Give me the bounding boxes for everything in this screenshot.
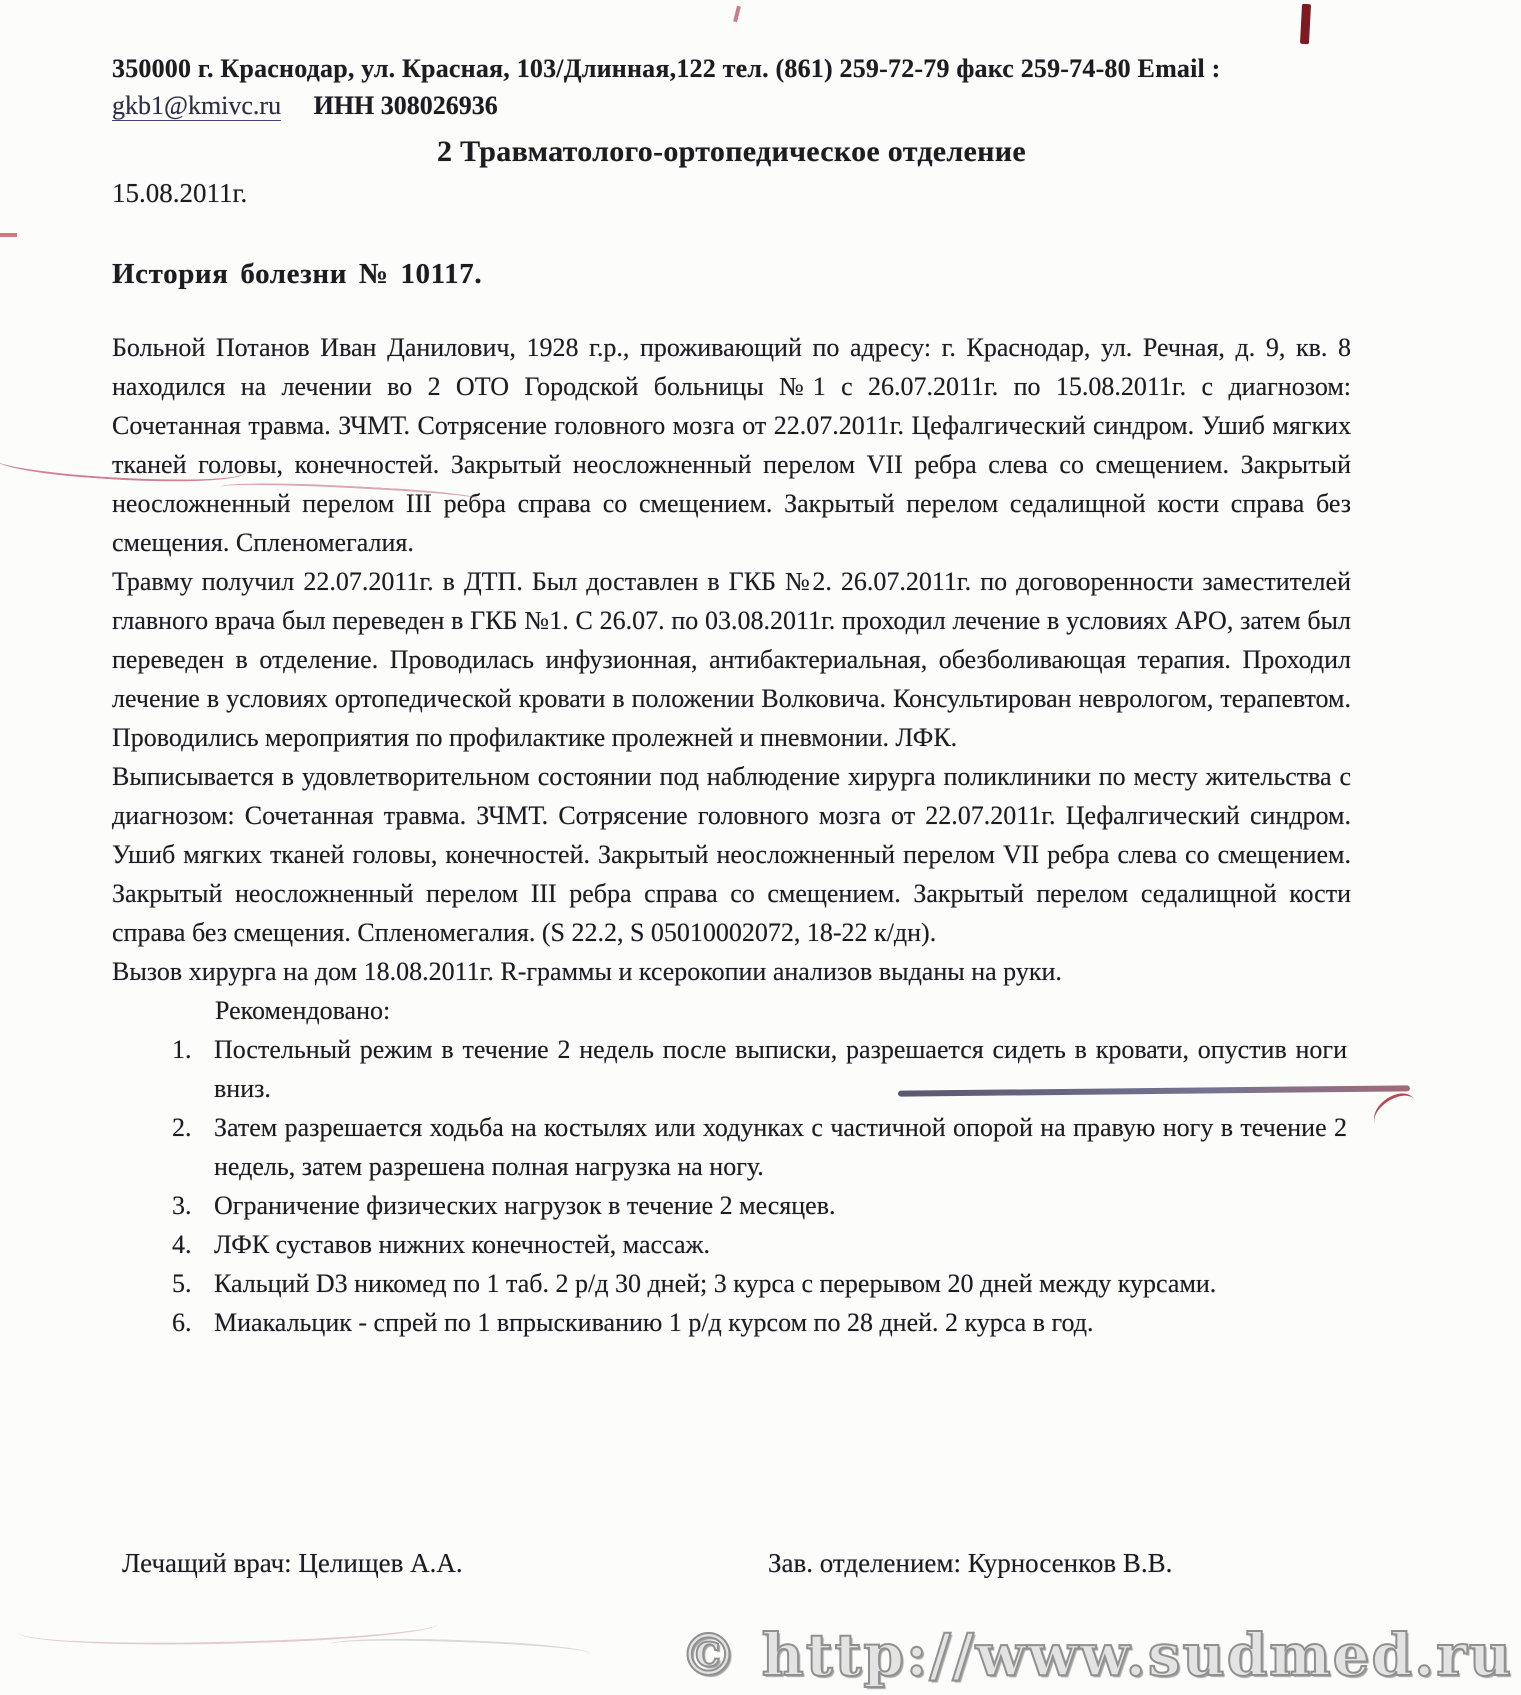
list-item xyxy=(112,1225,1351,1264)
list-item-text: Ограничение физических нагрузок в течение 2 месяцев. xyxy=(214,1191,836,1220)
list-item-number: 2. xyxy=(172,1113,192,1142)
paragraph-discharge-diagnosis: Выписывается в удовлетворительном состоянии под наблюдение хирурга поликлиники по месту жительства с диагнозом: Сочетанная травма. ЗЧМТ. Сотрясение головного мозга от 22.07.2011г. Цефалгический синдром. Ушиб мягких тканей головы, конечностей. Закрытый неосложненный перелом VII ребра слева со смещением. Закрытый неосложненный перелом III ребра справа со смещением. Закрытый перелом седалищной кости справа без смещения. Спленомегалия. (S 22.2, S 05010002072, 18-22 к/дн). xyxy=(112,762,1351,947)
list-item-text: Миакальцик - спрей по 1 впрыскиванию 1 р/д курсом по 28 дней. 2 курса в год. xyxy=(214,1308,1094,1337)
scan-artifact-smudge xyxy=(18,1605,439,1652)
hospital-contacts-line xyxy=(112,87,1351,124)
hospital-inn: ИНН 308026936 xyxy=(313,91,498,120)
list-item-number: 6. xyxy=(172,1308,192,1337)
sudmed-watermark: © http://www.sudmed.ru xyxy=(679,1621,1513,1689)
document-body xyxy=(112,328,1351,991)
list-item xyxy=(112,1186,1351,1225)
hospital-address: 350000 г. Краснодар, ул. Красная, 103/Длинная,122 тел. (861) 259-72-79 факс 259-74-80 Email : xyxy=(112,54,1221,83)
paragraph-surgeon-visit: Вызов хирурга на дом 18.08.2011г. R-граммы и ксерокопии анализов выданы на руки. xyxy=(112,957,1062,986)
hospital-email-link: gkb1@kmivc.ru xyxy=(112,91,282,120)
list-item xyxy=(112,1303,1351,1342)
list-item-number: 1. xyxy=(172,1035,192,1064)
list-item xyxy=(112,1264,1351,1303)
list-item xyxy=(112,1108,1351,1186)
department-title: 2 Травматолого-ортопедическое отделение xyxy=(437,135,1026,168)
scan-artifact-smudge xyxy=(330,1635,590,1662)
paragraph-patient-info: Больной Потанов Иван Данилович, 1928 г.р., проживающий по адресу: г. Краснодар, ул. Речная, д. 9, кв. 8 находился на лечении во 2 ОТО Городской больницы №1 с 26.07.2011г. по 15.08.2011г. с диагнозом: Сочетанная травма. ЗЧМТ. Сотрясение головного мозга от 22.07.2011г. Цефалгический синдром. Ушиб мягких тканей головы, конечностей. Закрытый неосложненный перелом VII ребра слева со смещением. Закрытый неосложненный перелом III ребра справа со смещением. Закрытый перелом седалищной кости справа без смещения. Спленомегалия. xyxy=(112,333,1351,557)
list-item-text: Затем разрешается ходьба на костылях или ходунках с частичной опорой на правую ногу в течение 2 недель, затем разрешена полная нагрузка на ногу. xyxy=(214,1113,1347,1181)
case-history-number: История болезни № 10117. xyxy=(112,258,483,290)
list-item-text: Постельный режим в течение 2 недель после выписки, разрешается сидеть в кровати, опустив ноги вниз. xyxy=(214,1035,1347,1103)
list-item-number: 5. xyxy=(172,1269,192,1298)
list-item-number: 4. xyxy=(172,1230,192,1259)
head-of-department-signature: Зав. отделением: Курносенков В.В. xyxy=(768,1548,1173,1578)
document-date: 15.08.2011г. xyxy=(112,178,248,208)
list-item xyxy=(112,1030,1351,1108)
attending-doctor-signature: Лечащий врач: Целищев А.А. xyxy=(122,1548,463,1578)
list-item-text: ЛФК суставов нижних конечностей, массаж. xyxy=(214,1230,710,1259)
list-item-text: Кальций D3 никомед по 1 таб. 2 р/д 30 дней; 3 курса с перерывом 20 дней между курсами. xyxy=(214,1269,1217,1298)
recommendations-heading: Рекомендовано: xyxy=(215,996,391,1025)
paragraph-trauma-history: Травму получил 22.07.2011г. в ДТП. Был доставлен в ГКБ №2. 26.07.2011г. по договоренности заместителей главного врача был переведен в ГКБ №1. С 26.07. по 03.08.2011г. проходил лечение в условиях АРО, затем был переведен в отделение. Проводилась инфузионная, антибактериальная, обезболивающая терапия. Проходил лечение в условиях ортопедической кровати в положении Волковича. Консультирован неврологом, терапевтом. Проводились мероприятия по профилактике пролежней и пневмонии. ЛФК. xyxy=(112,567,1351,752)
recommendations-list xyxy=(112,1030,1351,1342)
list-item-number: 3. xyxy=(172,1191,192,1220)
